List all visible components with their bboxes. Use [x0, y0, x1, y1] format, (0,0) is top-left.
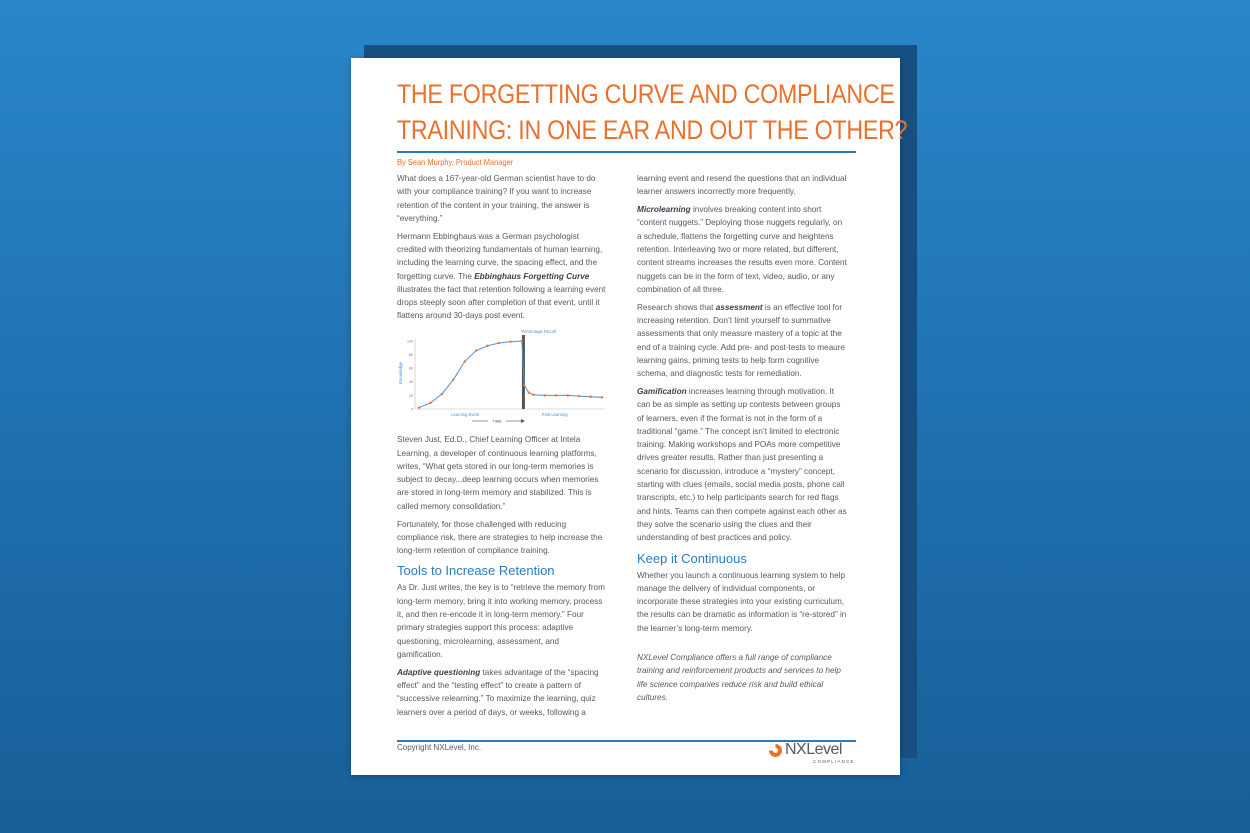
- percentage-recall-label: Percentage Recall: [521, 329, 556, 335]
- y-tick-label: 0: [411, 407, 413, 412]
- paragraph: learning event and resend the questions that an individual learner answers incorrectly more frequently.: [637, 174, 847, 197]
- data-point: [528, 392, 530, 394]
- y-tick-label: 60: [409, 366, 413, 371]
- paragraph: Gamification increases learning through motivation. It can be as simple as setting up contests between groups of learners, even if the format is not in the form of a traditional “game.” The concept isn’t limited to electronic training. Making workshops and POAs more competitive drives greater results. Rather than just presenting a scenario for discussion, introduce a “mystery” concept, starting with clues (emails, social media posts, phone call transcripts, etc.) to help participants search for red flags and hints. Teams can then compete against each other as they solve the scenario using the clues and their understanding of best practices and policy.: [637, 386, 847, 543]
- y-axis-label: Knowledge: [398, 362, 403, 385]
- logo-word: NXLevel: [785, 741, 842, 758]
- data-point: [464, 360, 466, 362]
- logo-subtitle: COMPLIANCE: [813, 759, 855, 764]
- paragraph: Research shows that assessment is an effective tool for increasing retention. Don’t limit yourself to summative assessments that only measure mastery of a topic at the end of a training cycle. Add pre- and post-tests to meaure learning gains, priming tests to help form cognitive schema, and diagnostic tests for remediation.: [637, 302, 845, 379]
- company-note: NXLevel Compliance offers a full range of compliance training and reinforcement products and services to help life science companies reduce risk and build ethical cultures.: [637, 653, 841, 702]
- data-point: [475, 350, 477, 352]
- title-divider: [397, 151, 856, 153]
- section-heading-tools: Tools to Increase Retention: [397, 563, 555, 579]
- data-point: [532, 394, 534, 396]
- byline: By Sean Murphy, Product Manager: [397, 157, 514, 167]
- paragraph: Fortunately, for those challenged with reducing compliance risk, there are strategies to help increase the long-term retention of compliance training.: [397, 519, 603, 556]
- x-axis-label: TIME: [492, 418, 502, 424]
- data-point: [509, 341, 511, 343]
- document-title: [397, 76, 908, 148]
- paragraph: What does a 167-year-old German scientist have to do with your compliance training? If you want to increase retention of the content in your training, the answer is “everything.”: [397, 174, 596, 223]
- data-point: [498, 342, 500, 344]
- copyright: Copyright NXLevel, Inc.: [397, 743, 482, 752]
- data-point: [452, 379, 454, 381]
- data-point: [521, 340, 523, 342]
- data-point: [441, 393, 443, 395]
- title-line-1: THE FORGETTING CURVE AND COMPLIANCE: [397, 79, 895, 109]
- data-point: [544, 394, 546, 396]
- y-tick-label: 80: [409, 353, 413, 358]
- data-point: [566, 394, 568, 396]
- paragraph: Microlearning involves breaking content into short “content nuggets.” Deploying those nuggets regularly, on a schedule, flattens the forgetting curve and heightens retention. Interleaving two or more related, but different, content streams increases the results even more. Content nuggets can be in the form of text, video, audio, or any combination of all three.: [637, 205, 847, 294]
- time-arrow-head: [521, 419, 525, 423]
- data-point: [601, 397, 603, 399]
- data-point: [578, 395, 580, 397]
- data-point: [523, 384, 525, 386]
- right-column: [637, 172, 847, 709]
- paragraph: Adaptive questioning takes advantage of the “spacing effect” and the “testing effect” to create a pattern of “successive relearning.” To maximize the learning, quiz learners over a period of days, or weeks, following a: [397, 667, 599, 717]
- left-column: [397, 172, 607, 723]
- y-tick-label: 20: [409, 394, 413, 399]
- y-ticks: [407, 340, 413, 412]
- document-page: [351, 58, 908, 775]
- y-tick-label: 40: [409, 380, 413, 385]
- phase-label-learning-event: Learning Event: [451, 412, 480, 418]
- forgetting-curve-line: [419, 341, 602, 408]
- title-line-2: TRAINING: IN ONE EAR AND OUT THE OTHER?: [397, 115, 908, 145]
- paragraph: Steven Just, Ed.D., Chief Learning Officer at Intela Learning, a developer of continuous learning platforms, writes, “What gets stored in our long-term memories is subject to decay...deep learning occurs when memories are stored in long-term memory and stabilized. This is called memory consolidation.”: [397, 435, 599, 511]
- data-point: [418, 407, 420, 409]
- data-point: [486, 345, 488, 347]
- data-point: [429, 402, 431, 404]
- logo-mark-icon: [769, 744, 782, 757]
- y-tick-label: 100: [407, 339, 413, 344]
- forgetting-curve-chart: [397, 327, 607, 427]
- data-point: [589, 396, 591, 398]
- paragraph: As Dr. Just writes, the key is to “retrieve the memory from long-term memory, bring it into working memory, process it, and then re-encode it in long-term memory.” Four primary strategies support this process: adaptive questioning, microlearning, assessment, and gamification.: [397, 583, 605, 659]
- section-heading-keep-continuous: Keep it Continuous: [637, 550, 747, 566]
- paragraph: Whether you launch a continuous learning system to help manage the delivery of individual components, or incorporate these strategies into your existing curriculum, the results can be dramatic as information is “re-stored” in the learner’s long-term memory.: [637, 570, 847, 633]
- nxlevel-logo: [769, 742, 859, 768]
- data-points: [418, 340, 603, 409]
- data-point: [555, 394, 557, 396]
- paragraph: Hermann Ebbinghaus was a German psychologist credited with theorizing fundamentals of human learning, including the learning curve, the spacing effect, and the forgetting curve. The Ebbinghaus Forgetting Curve illustrates the fact that retention following a learning event drops steeply soon after completion of that event, until it flattens around 30-days post event.: [397, 231, 606, 321]
- phase-label-post-learning: Post Learning: [541, 412, 568, 418]
